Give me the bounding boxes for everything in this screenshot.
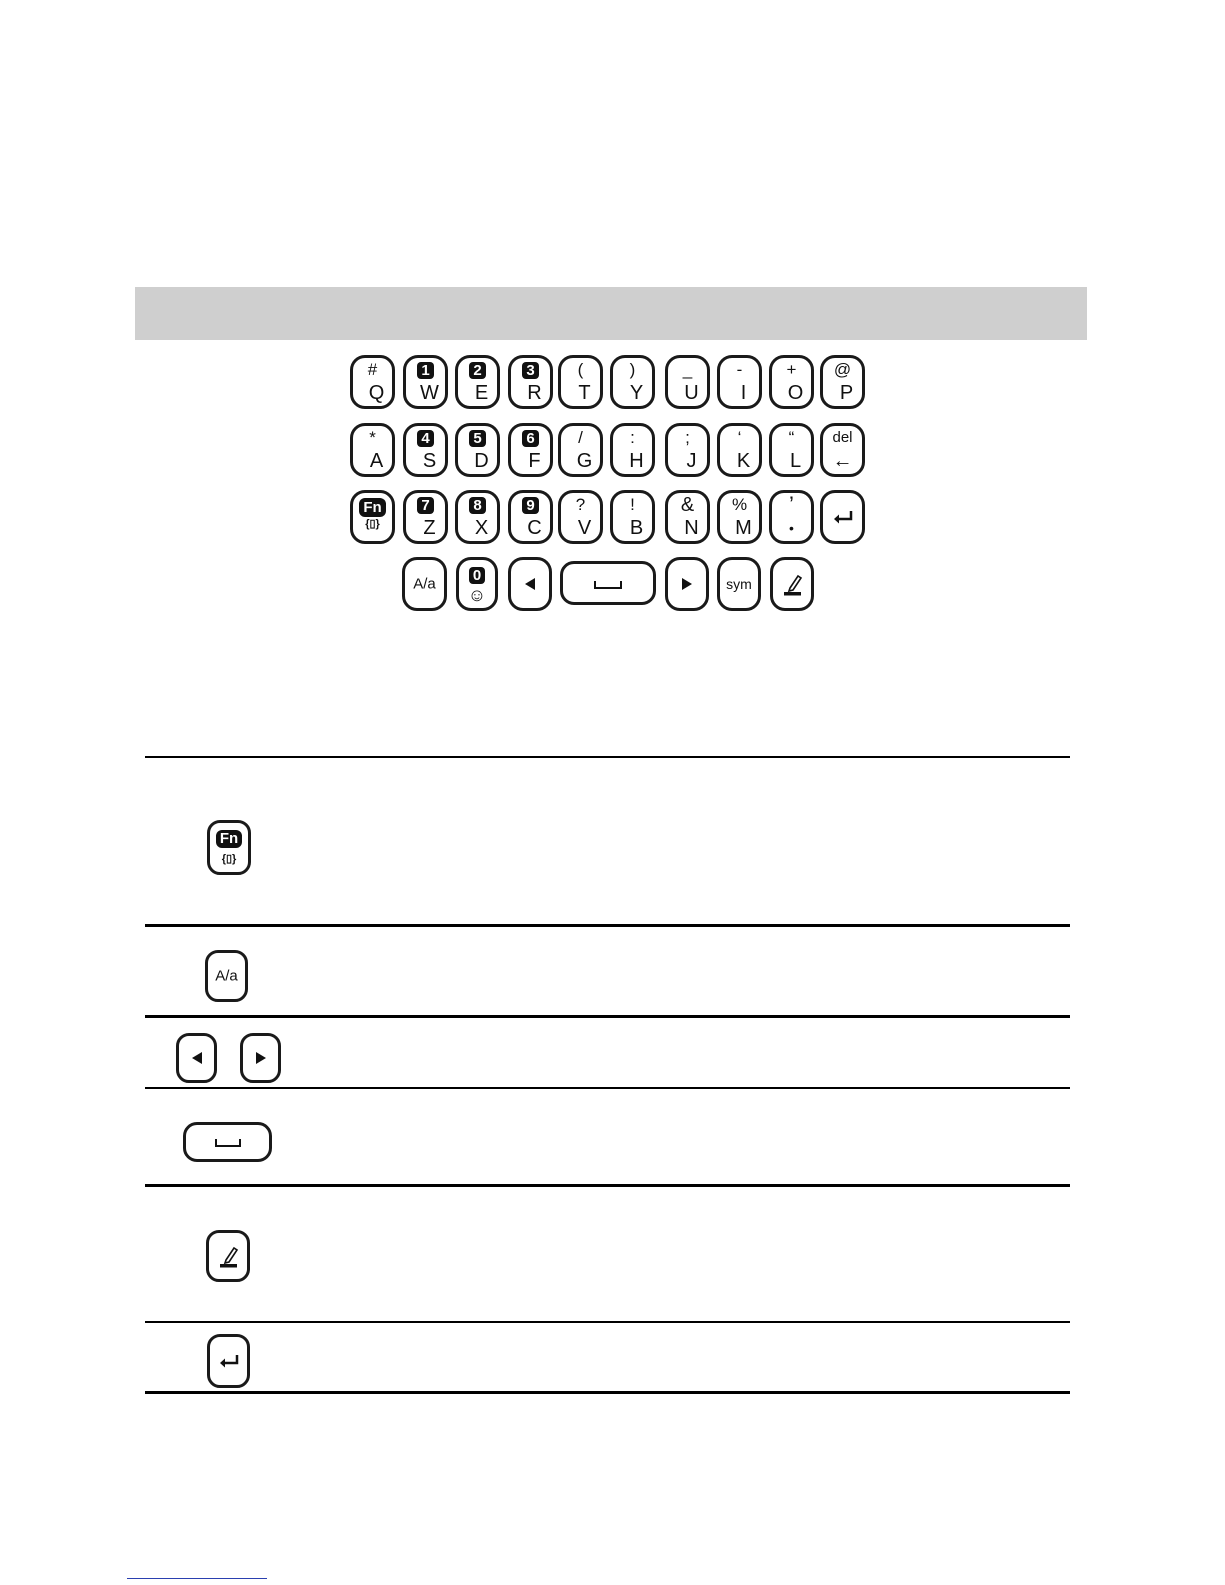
table-enter-key	[207, 1334, 250, 1388]
key-number: 7	[417, 497, 433, 514]
key-secondary: -	[736, 360, 743, 379]
key-number: 1	[417, 362, 433, 379]
table-right-arrow-key	[240, 1033, 281, 1083]
key-secondary: /	[578, 428, 583, 447]
key-primary: U	[684, 382, 699, 404]
keyboard-diagram	[0, 0, 1225, 640]
key-number: 5	[469, 430, 485, 447]
key-sym	[717, 557, 761, 611]
shift-label: A/a	[413, 575, 436, 593]
table-rule	[145, 924, 1070, 927]
key-t	[558, 355, 603, 409]
key-primary: Q	[368, 382, 385, 404]
key-secondary: ’	[789, 492, 794, 517]
key-input-method	[770, 557, 814, 611]
key-w	[403, 355, 448, 409]
key-primary: M	[735, 517, 752, 539]
key-p	[820, 355, 865, 409]
backspace-icon: ←	[832, 450, 853, 472]
key-n	[665, 490, 710, 544]
vibrate-icon: {▯}	[221, 853, 237, 865]
key-o	[769, 355, 814, 409]
enter-icon	[831, 509, 855, 527]
key-g	[558, 423, 603, 477]
key-primary: T	[578, 382, 591, 404]
key-enter	[820, 490, 865, 544]
key-u	[665, 355, 710, 409]
key-secondary: ?	[575, 495, 586, 514]
key-primary: •	[789, 520, 794, 536]
key-s	[403, 423, 448, 477]
key-secondary: *	[369, 428, 376, 447]
key-secondary: &	[680, 494, 695, 516]
fn-label: Fn	[359, 498, 385, 517]
key-m	[717, 490, 762, 544]
input-method-icon	[782, 571, 804, 597]
key-primary: L	[789, 450, 802, 472]
key-b	[610, 490, 655, 544]
key-shift	[402, 557, 447, 611]
key-secondary: _	[682, 360, 693, 379]
key-secondary: @	[833, 360, 852, 379]
key-number: 2	[469, 362, 485, 379]
key-right-arrow	[665, 557, 709, 611]
key-secondary: ‘	[737, 428, 742, 447]
key-primary: G	[576, 450, 593, 472]
smiley-icon: ☺	[467, 585, 487, 605]
key-left-arrow	[508, 557, 552, 611]
key-primary: I	[740, 382, 747, 404]
table-shift-key	[205, 950, 248, 1002]
space-bar-icon	[214, 1138, 242, 1148]
key-secondary: ;	[685, 428, 690, 447]
key-primary: X	[474, 517, 489, 539]
key-primary: D	[474, 450, 489, 472]
space-bar-icon	[593, 580, 623, 590]
key-fn	[350, 490, 395, 544]
key-secondary: !	[630, 495, 635, 514]
key-y	[610, 355, 655, 409]
key-primary: C	[527, 517, 542, 539]
key-primary: E	[474, 382, 489, 404]
key-v	[558, 490, 603, 544]
right-arrow-icon	[681, 577, 693, 591]
vibrate-icon: {▯}	[365, 518, 380, 530]
table-rule	[145, 1015, 1070, 1018]
table-rule	[145, 756, 1070, 758]
key-secondary: (	[577, 360, 584, 379]
key-f	[508, 423, 553, 477]
key-number: 4	[417, 430, 433, 447]
table-space-key	[183, 1122, 272, 1162]
key-x	[455, 490, 500, 544]
enter-icon	[217, 1353, 241, 1371]
key-primary: Y	[629, 382, 644, 404]
key-primary: K	[736, 450, 751, 472]
key-secondary: )	[629, 360, 636, 379]
key-primary: O	[787, 382, 804, 404]
key-primary: P	[839, 382, 854, 404]
key-primary: V	[577, 517, 592, 539]
key-space	[560, 561, 656, 605]
key-primary: W	[420, 382, 439, 404]
table-fn-key	[207, 820, 251, 875]
key-number: 0	[469, 567, 485, 584]
key-r	[508, 355, 553, 409]
key-number: 6	[522, 430, 538, 447]
key-k	[717, 423, 762, 477]
key-number: 3	[522, 362, 538, 379]
table-left-arrow-key	[176, 1033, 217, 1083]
key-h	[610, 423, 655, 477]
input-method-icon	[218, 1243, 240, 1269]
sym-label: sym	[726, 576, 752, 592]
key-l	[769, 423, 814, 477]
key-primary: H	[629, 450, 644, 472]
key-primary: N	[684, 517, 699, 539]
key-q	[350, 355, 395, 409]
key-c	[508, 490, 553, 544]
key-j	[665, 423, 710, 477]
key-secondary: del	[832, 429, 853, 446]
key-zero	[456, 557, 498, 611]
key-primary: J	[686, 450, 697, 472]
table-rule	[145, 1087, 1070, 1089]
fn-label: Fn	[216, 830, 242, 848]
key-primary: A	[369, 450, 384, 472]
right-arrow-icon	[255, 1051, 267, 1065]
key-secondary: +	[786, 360, 797, 379]
table-input-method-key	[206, 1230, 250, 1282]
key-z	[403, 490, 448, 544]
key-primary: Z	[423, 517, 436, 539]
footnote-separator	[127, 1578, 267, 1579]
left-arrow-icon	[524, 577, 536, 591]
key-number: 9	[522, 497, 538, 514]
left-arrow-icon	[191, 1051, 203, 1065]
key-period	[769, 490, 814, 544]
table-rule	[145, 1321, 1070, 1323]
key-primary: S	[422, 450, 437, 472]
key-e	[455, 355, 500, 409]
key-primary: B	[629, 517, 644, 539]
key-primary: F	[528, 450, 541, 472]
table-rule	[145, 1391, 1070, 1394]
key-del	[820, 423, 865, 477]
key-i	[717, 355, 762, 409]
key-secondary: %	[731, 495, 748, 514]
key-d	[455, 423, 500, 477]
key-secondary: #	[367, 360, 378, 379]
key-a	[350, 423, 395, 477]
key-secondary: “	[788, 428, 795, 447]
key-secondary: :	[630, 428, 635, 447]
key-number: 8	[469, 497, 485, 514]
table-rule	[145, 1184, 1070, 1187]
key-primary: R	[527, 382, 542, 404]
shift-label: A/a	[215, 967, 238, 985]
